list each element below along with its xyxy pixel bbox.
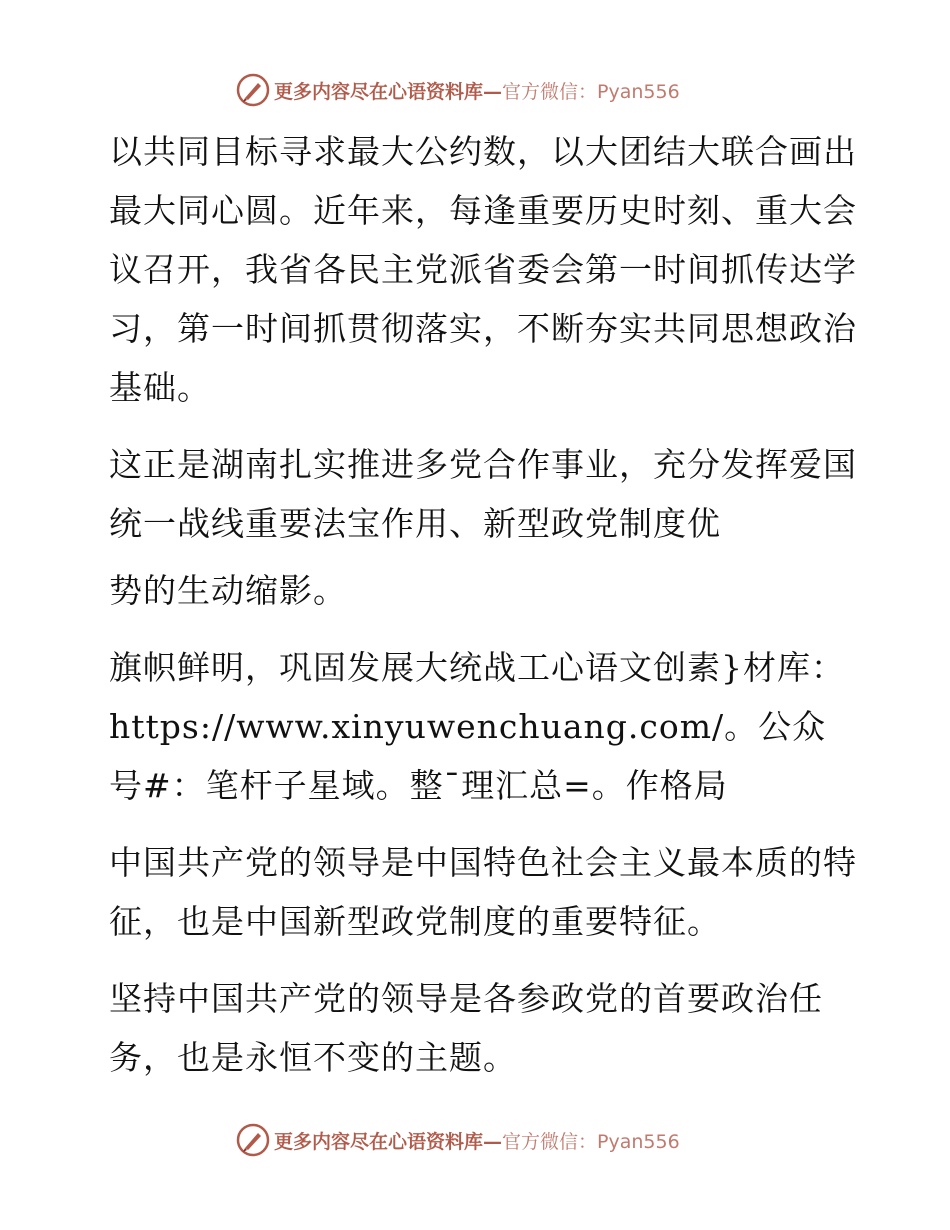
pen-logo-icon — [236, 1123, 270, 1157]
paragraph-4: 旗帜鲜明，巩固发展大统战工心语文创素}材库：https://www.xinyuwenchuang.com/。公众号#：笔杆子星域。整¯理汇总=。作格局 — [109, 648, 845, 805]
header-watermark-banner — [236, 72, 680, 108]
pen-logo-icon — [236, 73, 270, 107]
paragraph-2: 这正是湖南扎实推进多党合作事业，充分发挥爱国统一战线重要法宝作用、新型政党制度优 — [109, 445, 857, 543]
document-body — [97, 122, 857, 1105]
footer-watermark-banner — [236, 1122, 680, 1158]
header-banner-wechat: 官方微信：Pyan556 — [502, 80, 680, 103]
paragraph-3: 势的生动缩影。 — [109, 571, 347, 610]
footer-banner-wechat: 官方微信：Pyan556 — [502, 1130, 680, 1153]
paragraph-5: 中国共产党的领导是中国特色社会主义最本质的特征，也是中国新型政党制度的重要特征。 — [109, 843, 857, 941]
paragraph-1: 以共同目标寻求最大公约数，以大团结大联合画出最大同心圆。近年来，每逢重要历史时刻、重大会议召开，我省各民主党派省委会第一时间抓传达学习，第一时间抓贯彻落实，不断夯实共同思想政治基础。 — [109, 132, 857, 407]
paragraph-6: 坚持中国共产党的领导是各参政党的首要政治任务，也是永恒不变的主题。 — [109, 979, 823, 1077]
header-banner-text: 更多内容尽在心语资料库— — [274, 80, 503, 103]
footer-banner-text: 更多内容尽在心语资料库— — [274, 1130, 503, 1153]
